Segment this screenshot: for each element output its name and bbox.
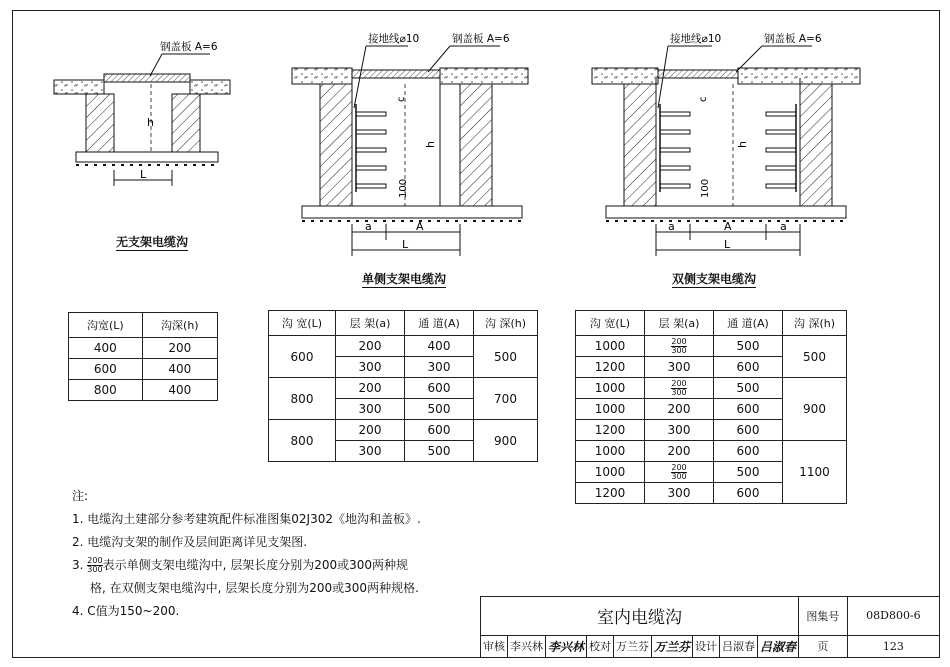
cell: 200	[336, 336, 405, 357]
fraction-den: 300	[87, 565, 103, 574]
cell: 500	[714, 462, 783, 483]
dim-a-right-label: a	[780, 220, 787, 233]
cell: 600	[269, 336, 336, 378]
cell: 1000	[576, 378, 645, 399]
cell: 300	[336, 441, 405, 462]
cell: 500	[783, 336, 847, 378]
dim-L-label: L	[402, 238, 409, 251]
dim-100-label: 100	[398, 178, 409, 198]
fraction-den: 300	[671, 471, 687, 481]
cell	[645, 336, 714, 357]
design-label: 设计	[693, 635, 720, 657]
fraction-den: 300	[671, 345, 687, 355]
cell: 800	[269, 420, 336, 462]
cell: 500	[405, 441, 474, 462]
dim-h-label: h	[424, 141, 437, 148]
steel-cover	[104, 74, 190, 82]
fraction-num: 200	[671, 462, 687, 472]
cell: 1000	[576, 336, 645, 357]
cell: 400	[405, 336, 474, 357]
notes	[72, 485, 421, 623]
table-row	[576, 378, 847, 399]
col-depth: 沟 深(h)	[474, 311, 538, 336]
note-3-text: 表示单侧支架电缆沟中, 层架长度分别为200或300两种规	[102, 558, 409, 572]
single-brackets	[356, 104, 386, 192]
dim-h-label: h	[736, 141, 749, 148]
wall-left	[86, 94, 114, 152]
dim-a-label: a	[365, 220, 372, 233]
title-block	[480, 596, 940, 658]
cell: 1200	[576, 420, 645, 441]
fraction	[671, 338, 686, 355]
caption-double-side: 双侧支架电缆沟	[672, 272, 757, 286]
cell: 300	[336, 399, 405, 420]
reviewer: 李兴林	[508, 635, 546, 657]
atlas-number: 08D800-6	[847, 597, 939, 636]
cover-label: 钢盖板 A=6	[764, 33, 822, 45]
cell: 900	[783, 378, 847, 441]
table-body	[576, 336, 847, 504]
wall-right	[800, 84, 832, 206]
dim-L-label: L	[140, 168, 147, 181]
cell: 500	[405, 399, 474, 420]
cell: 1000	[576, 441, 645, 462]
cell: 300	[645, 357, 714, 378]
review-label: 审核	[481, 635, 508, 657]
checker-signature: 万兰芬	[652, 635, 693, 657]
dim-c-label: c	[698, 96, 709, 102]
table-single-side	[268, 310, 538, 462]
cell: 600	[714, 483, 783, 504]
cell: 300	[405, 357, 474, 378]
fraction-num: 200	[671, 378, 687, 388]
cover-label: 钢盖板 A=6	[160, 41, 218, 53]
table-row	[576, 336, 847, 357]
no-support-section	[54, 40, 230, 186]
page-label: 页	[799, 635, 848, 657]
steel-cover	[658, 70, 738, 78]
note-3	[72, 554, 421, 577]
wall-right	[460, 84, 492, 206]
col-width: 沟 宽(L)	[576, 311, 645, 336]
wall-right	[172, 94, 200, 152]
slab-right	[190, 80, 230, 94]
fraction	[87, 557, 102, 574]
dim-A-label: A	[416, 220, 424, 233]
caption-single-side: 单侧支架电缆沟	[362, 272, 447, 286]
cell: 300	[336, 357, 405, 378]
cell: 400	[142, 359, 217, 380]
table-double-side	[575, 310, 847, 504]
cell: 300	[645, 420, 714, 441]
cell: 200	[142, 338, 217, 359]
designer-signature: 吕淑春	[758, 635, 799, 657]
cell: 500	[474, 336, 538, 378]
table-row	[69, 359, 218, 380]
right-brackets	[766, 104, 796, 192]
cover-label: 钢盖板 A=6	[452, 33, 510, 45]
wall-left	[320, 84, 352, 206]
cell: 600	[69, 359, 143, 380]
fraction-den: 300	[671, 387, 687, 397]
note-4: 4. C值为150~200.	[72, 604, 180, 618]
cell: 300	[645, 483, 714, 504]
cell: 500	[714, 336, 783, 357]
col-width: 沟 宽(L)	[269, 311, 336, 336]
caption-no-support: 无支架电缆沟	[116, 235, 189, 249]
note-3-cont: 格, 在双侧支架电缆沟中, 层架长度分别为200或300两种规格.	[90, 581, 419, 595]
col-channel: 通 道(A)	[405, 311, 474, 336]
col-width: 沟宽(L)	[69, 313, 143, 338]
cell: 600	[405, 378, 474, 399]
single-side-section	[292, 32, 528, 256]
cell: 200	[336, 420, 405, 441]
double-side-section	[592, 32, 860, 256]
note-1: 1. 电缆沟土建部分参考建筑配件标准图集02J302《地沟和盖板》.	[72, 512, 421, 526]
checker: 万兰芬	[614, 635, 652, 657]
note-3-prefix: 3.	[72, 558, 84, 572]
col-depth: 沟 深(h)	[783, 311, 847, 336]
table-row	[269, 420, 538, 441]
fraction-num: 200	[671, 336, 687, 346]
dim-L-label: L	[724, 238, 731, 251]
dim-h-label: h	[147, 116, 154, 129]
page-number: 123	[847, 635, 939, 657]
dim-a-left-label: a	[668, 220, 675, 233]
steel-cover	[352, 70, 440, 78]
check-label: 校对	[587, 635, 614, 657]
cell: 500	[714, 378, 783, 399]
notes-title: 注:	[72, 489, 89, 503]
dim-100-label: 100	[700, 178, 711, 198]
ground-wire-label: 接地线⌀10	[670, 33, 722, 45]
col-rack: 层 架(a)	[645, 311, 714, 336]
reviewer-signature: 李兴林	[546, 635, 587, 657]
cell: 900	[474, 420, 538, 462]
col-depth: 沟深(h)	[142, 313, 217, 338]
cell: 700	[474, 378, 538, 420]
base-slab	[76, 152, 218, 162]
table-row	[69, 338, 218, 359]
cell: 600	[714, 357, 783, 378]
table-row	[576, 441, 847, 462]
left-brackets	[660, 104, 690, 192]
cell: 1200	[576, 483, 645, 504]
table-no-support	[68, 312, 218, 401]
table-row	[69, 380, 218, 401]
ground-wire-label: 接地线⌀10	[368, 33, 420, 45]
cell: 200	[645, 399, 714, 420]
cell	[645, 462, 714, 483]
cell: 800	[69, 380, 143, 401]
fraction-num: 200	[87, 556, 103, 565]
cell: 800	[269, 378, 336, 420]
col-channel: 通 道(A)	[714, 311, 783, 336]
cell: 1100	[783, 441, 847, 504]
cell: 600	[714, 441, 783, 462]
cell: 1000	[576, 399, 645, 420]
wall-left	[624, 84, 656, 206]
designer: 吕淑春	[720, 635, 758, 657]
cell: 200	[645, 441, 714, 462]
drawing-title: 室内电缆沟	[481, 597, 799, 636]
cell: 400	[69, 338, 143, 359]
atlas-label: 图集号	[799, 597, 848, 636]
cell: 1000	[576, 462, 645, 483]
table-row	[269, 378, 538, 399]
note-2: 2. 电缆沟支架的制作及层间距离详见支架图.	[72, 535, 308, 549]
cell: 600	[405, 420, 474, 441]
table-row	[269, 336, 538, 357]
cell	[645, 378, 714, 399]
cell: 600	[714, 420, 783, 441]
col-rack: 层 架(a)	[336, 311, 405, 336]
dim-c-label: c	[396, 96, 407, 102]
cell: 1200	[576, 357, 645, 378]
cell: 200	[336, 378, 405, 399]
dim-A-label: A	[724, 220, 732, 233]
fraction	[671, 464, 686, 481]
fraction	[671, 380, 686, 397]
cell: 600	[714, 399, 783, 420]
cell: 400	[142, 380, 217, 401]
slab-left	[54, 80, 104, 94]
